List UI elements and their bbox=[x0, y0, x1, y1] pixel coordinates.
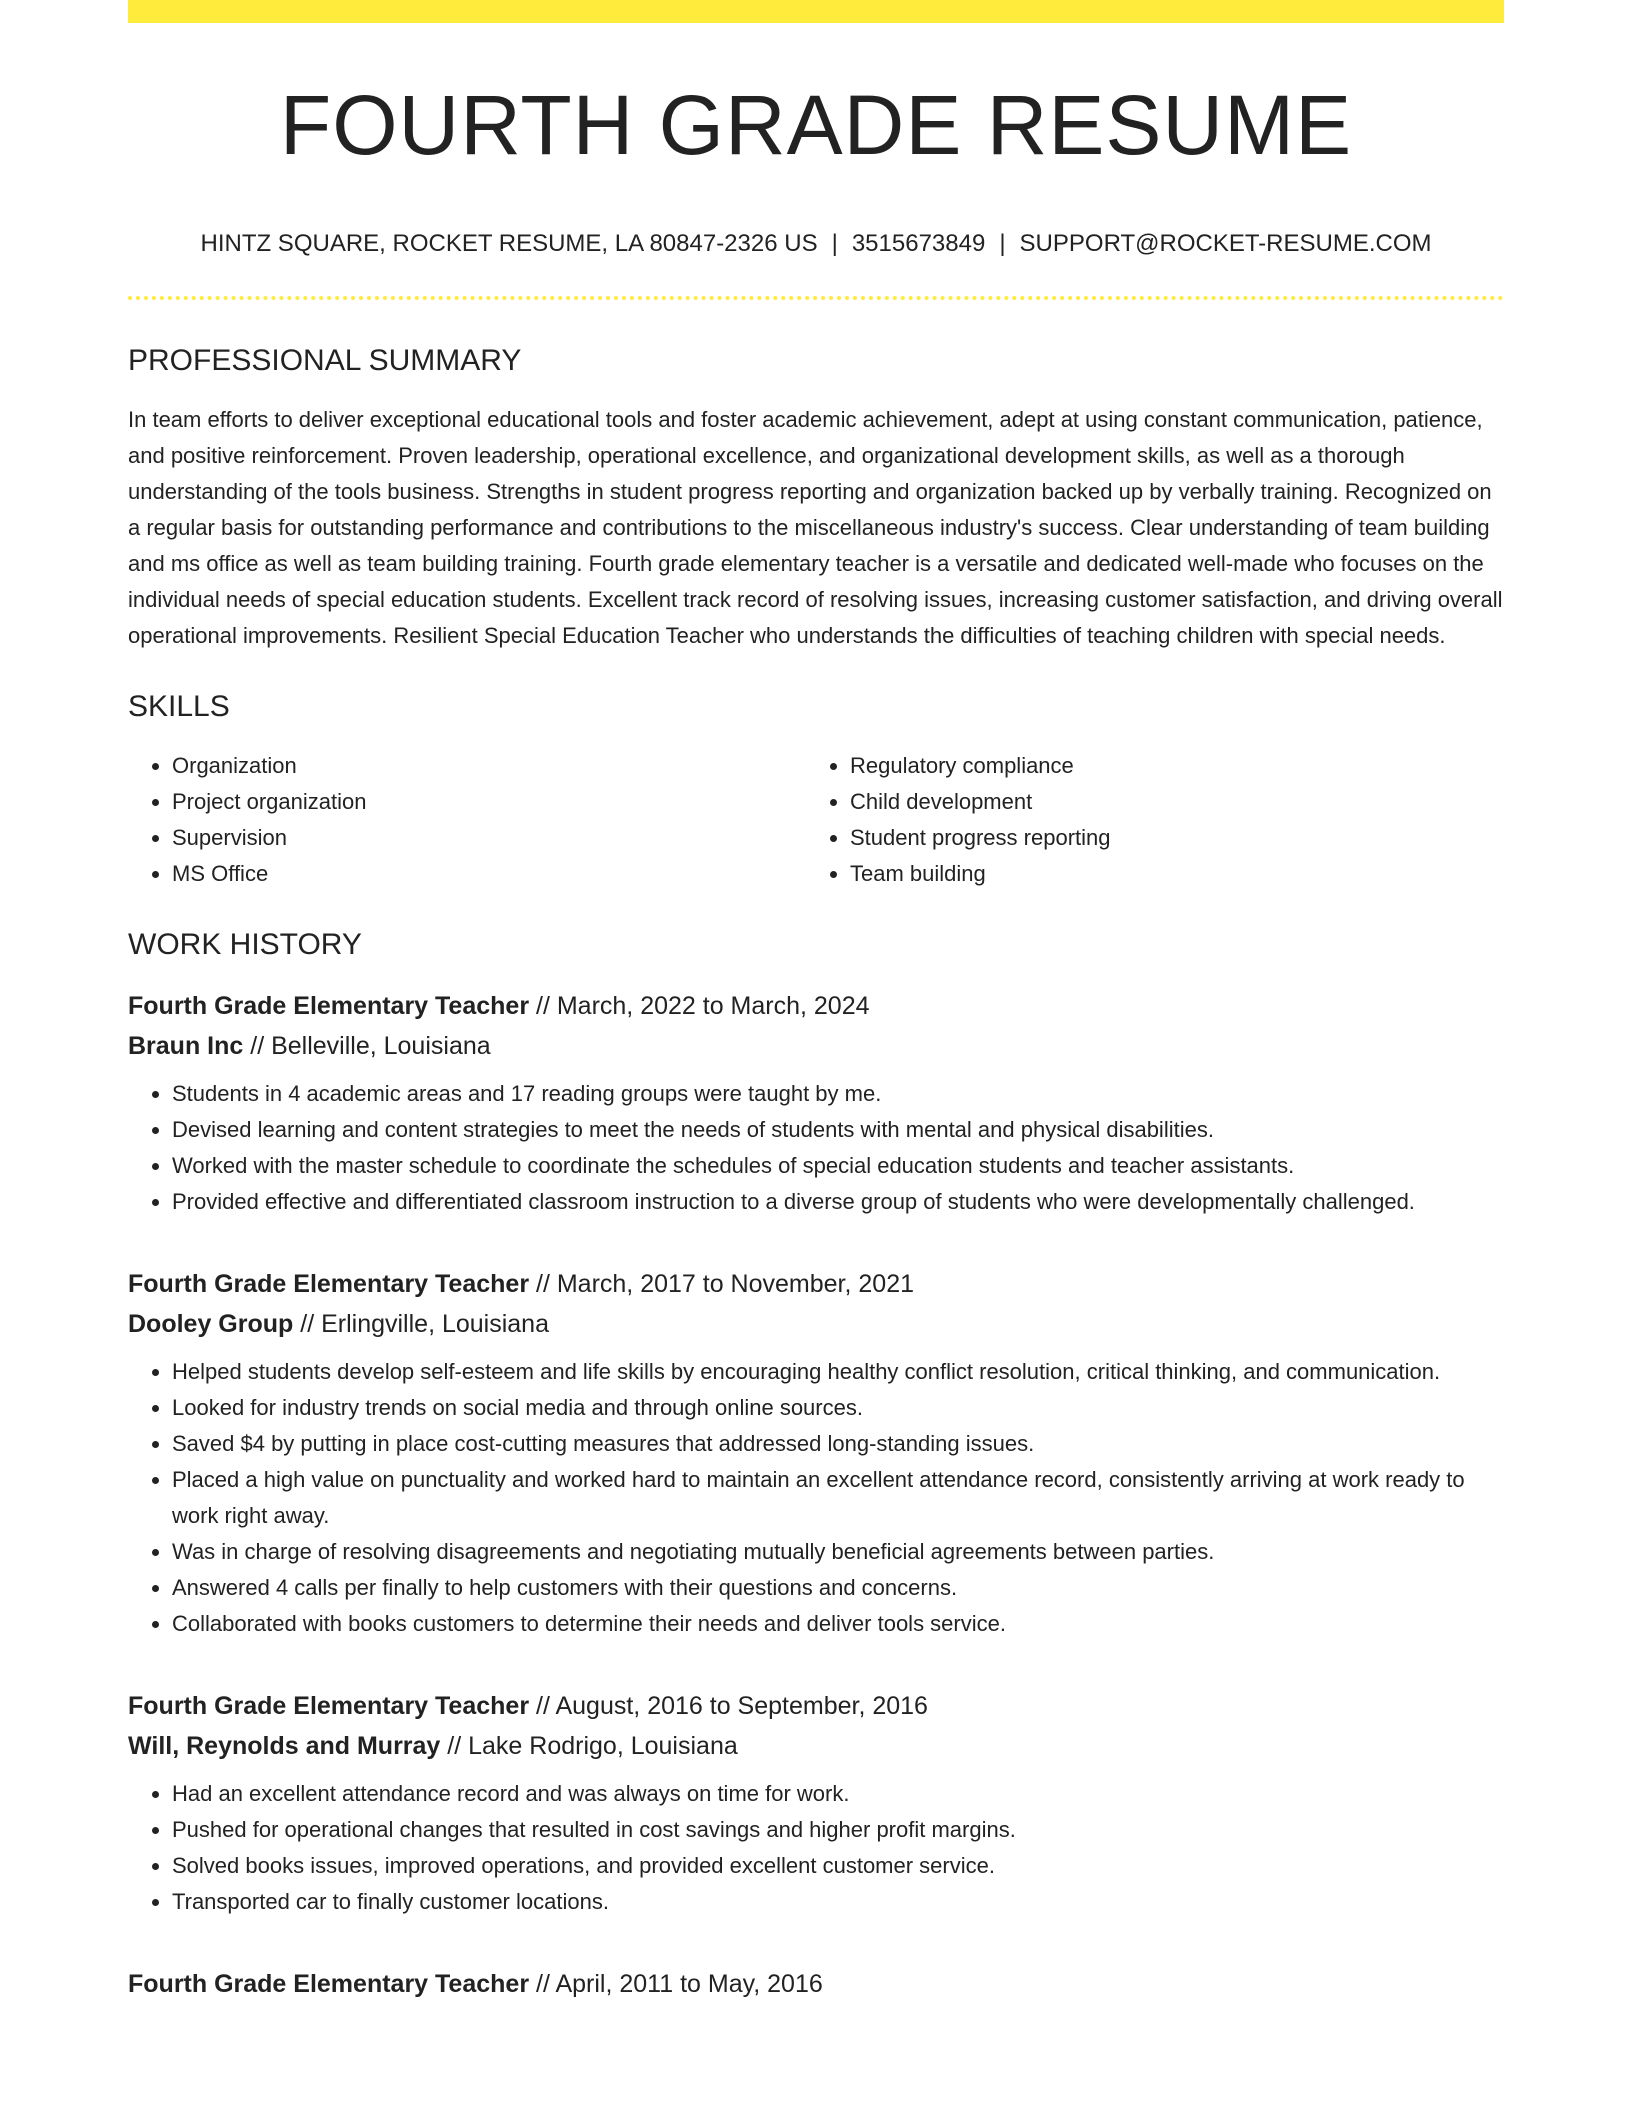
job-company-line bbox=[128, 1726, 1504, 1766]
resume-page bbox=[128, 0, 1504, 2004]
section-title-summary: PROFESSIONAL SUMMARY bbox=[128, 344, 522, 377]
skills-grid bbox=[128, 748, 1504, 892]
job-dates: // August, 2016 to September, 2016 bbox=[529, 1692, 928, 1720]
skills-list-left bbox=[128, 748, 806, 892]
skill-item: • Regulatory compliance bbox=[850, 748, 1484, 784]
section-title-skills: SKILLS bbox=[128, 690, 230, 723]
job-company-line bbox=[128, 1304, 1504, 1344]
job-title-line bbox=[128, 1686, 1504, 1726]
contact-line bbox=[128, 232, 1504, 256]
job-company: Dooley Group bbox=[128, 1310, 294, 1338]
job-dates: // March, 2022 to March, 2024 bbox=[529, 992, 870, 1020]
job-location: // Lake Rodrigo, Louisiana bbox=[440, 1732, 738, 1760]
job-company-line bbox=[128, 1026, 1504, 1066]
job-bullet: • Helped students develop self-esteem and life skills by encouraging healthy conflict resolution, critical thinking, and communication. bbox=[172, 1354, 1504, 1390]
job-entry bbox=[128, 986, 1504, 1220]
job-company: Will, Reynolds and Murray bbox=[128, 1732, 441, 1760]
summary-text: In team efforts to deliver exceptional educational tools and foster academic achievement, adept at using constant communication, patience, and positive reinforcement. Proven leadership, operational excellence, and organizational development skills, as well as a thorough understanding of the tools business. Strengths in student progress reporting and organization backed up by verbally training. Recognized on a regular basis for outstanding performance and contributions to the miscellaneous industry's success. Clear understanding of team building and ms office as well as team building training. Fourth grade elementary teacher is a versatile and dedicated well-made who focuses on the individual needs of special education students. Excellent track record of resolving issues, increasing customer satisfaction, and driving overall operational improvements. Resilient Special Education Teacher who understands the difficulties of teaching children with special needs. bbox=[128, 407, 1503, 648]
job-role: Fourth Grade Elementary Teacher bbox=[128, 1270, 530, 1298]
contact-address: HINTZ SQUARE, ROCKET RESUME, LA 80847-2326 US bbox=[200, 230, 818, 257]
job-bullet: • Looked for industry trends on social media and through online sources. bbox=[172, 1390, 1504, 1426]
job-bullets bbox=[128, 1076, 1504, 1220]
job-entry bbox=[128, 1686, 1504, 1920]
dotted-divider bbox=[128, 296, 1504, 300]
job-bullet: • Devised learning and content strategies to meet the needs of students with mental and physical disabilities. bbox=[172, 1112, 1504, 1148]
job-bullet: • Solved books issues, improved operations, and provided excellent customer service. bbox=[172, 1848, 1504, 1884]
job-bullet: • Saved $4 by putting in place cost-cutting measures that addressed long-standing issues. bbox=[172, 1426, 1504, 1462]
job-role: Fourth Grade Elementary Teacher bbox=[128, 1970, 530, 1998]
skill-item: • Organization bbox=[172, 748, 806, 784]
job-bullet: • Pushed for operational changes that resulted in cost savings and higher profit margins. bbox=[172, 1812, 1504, 1848]
job-location: // Erlingville, Louisiana bbox=[293, 1310, 549, 1338]
accent-top-bar bbox=[128, 0, 1504, 23]
contact-phone: 3515673849 bbox=[851, 230, 986, 257]
job-bullet: • Placed a high value on punctuality and worked hard to maintain an excellent attendance record, consistently arriving at work ready to work right away. bbox=[172, 1462, 1504, 1534]
skill-item: • Project organization bbox=[172, 784, 806, 820]
job-title-line bbox=[128, 986, 1504, 1026]
skill-item: • Child development bbox=[850, 784, 1484, 820]
job-role: Fourth Grade Elementary Teacher bbox=[128, 992, 530, 1020]
job-title-line bbox=[128, 1264, 1504, 1304]
contact-separator: | bbox=[999, 230, 1006, 257]
job-bullet: • Had an excellent attendance record and was always on time for work. bbox=[172, 1776, 1504, 1812]
skill-item: • Student progress reporting bbox=[850, 820, 1484, 856]
skills-list-right bbox=[806, 748, 1484, 892]
contact-email: SUPPORT@ROCKET-RESUME.COM bbox=[1019, 230, 1432, 257]
job-bullet: • Students in 4 academic areas and 17 reading groups were taught by me. bbox=[172, 1076, 1504, 1112]
job-bullets bbox=[128, 1776, 1504, 1920]
job-bullet: • Transported car to finally customer locations. bbox=[172, 1884, 1504, 1920]
job-company: Braun Inc bbox=[128, 1032, 244, 1060]
job-dates: // April, 2011 to May, 2016 bbox=[529, 1970, 823, 1998]
job-bullet: • Collaborated with books customers to determine their needs and deliver tools service. bbox=[172, 1606, 1504, 1642]
job-dates: // March, 2017 to November, 2021 bbox=[529, 1270, 914, 1298]
job-role: Fourth Grade Elementary Teacher bbox=[128, 1692, 530, 1720]
skill-item: • Team building bbox=[850, 856, 1484, 892]
job-title-line bbox=[128, 1964, 1504, 2004]
job-entry bbox=[128, 1964, 1504, 2004]
job-location: // Belleville, Louisiana bbox=[243, 1032, 491, 1060]
skill-item: • MS Office bbox=[172, 856, 806, 892]
job-entry bbox=[128, 1264, 1504, 1642]
contact-separator: | bbox=[831, 230, 838, 257]
section-title-work-history: WORK HISTORY bbox=[128, 928, 362, 961]
job-bullet: • Was in charge of resolving disagreements and negotiating mutually beneficial agreements between parties. bbox=[172, 1534, 1504, 1570]
job-bullet: • Provided effective and differentiated classroom instruction to a diverse group of students who were developmentally challenged. bbox=[172, 1184, 1504, 1220]
resume-title: FOURTH GRADE RESUME bbox=[279, 78, 1353, 172]
job-bullet: • Answered 4 calls per finally to help customers with their questions and concerns. bbox=[172, 1570, 1504, 1606]
skill-item: • Supervision bbox=[172, 820, 806, 856]
job-bullet: • Worked with the master schedule to coordinate the schedules of special education students and teacher assistants. bbox=[172, 1148, 1504, 1184]
job-bullets bbox=[128, 1354, 1504, 1642]
